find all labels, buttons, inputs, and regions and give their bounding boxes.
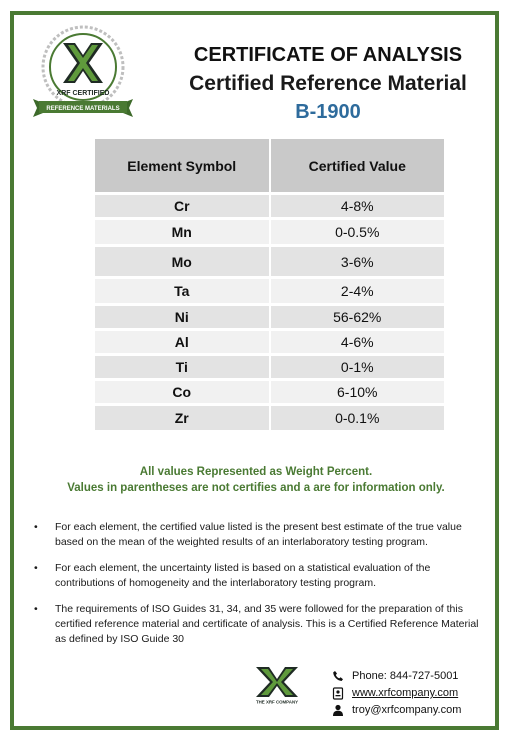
bullet-marker: •	[34, 562, 38, 574]
seal-brand-text: XRF CERTIFIED	[56, 90, 110, 97]
certified-value-cell: 0-1%	[270, 355, 445, 380]
website-row	[330, 685, 461, 702]
bullet-marker: •	[34, 603, 38, 615]
column-header-certified-value: Certified Value	[270, 139, 445, 194]
certified-value-cell: 4-8%	[270, 194, 445, 219]
element-symbol-cell: Ni	[95, 305, 270, 330]
phone-text: Phone: 844-727-5001	[352, 670, 459, 682]
certified-value-cell: 0-0.1%	[270, 405, 445, 430]
certified-value-cell: 3-6%	[270, 246, 445, 278]
bullet-text: For each element, the certified value listed is the present best estimate of the true value based on the mean of the weighted results of an interlaboratory testing program.	[55, 521, 462, 548]
footer-logo-caption: THE XRF COMPANY	[255, 699, 299, 705]
list-item	[30, 561, 482, 591]
certified-value-cell: 6-10%	[270, 380, 445, 405]
xrf-company-logo	[252, 665, 302, 705]
list-item	[30, 602, 482, 647]
website-link[interactable]: www.xrfcompany.com	[352, 687, 459, 699]
table-row	[95, 219, 444, 246]
table-row	[95, 246, 444, 278]
certificate-subtitle: Certified Reference Material	[189, 72, 467, 95]
xrf-company-footer-logo	[252, 665, 302, 705]
element-symbol-cell: Co	[95, 380, 270, 405]
certificate-title: CERTIFICATE OF ANALYSIS	[193, 44, 463, 66]
table-row	[95, 278, 444, 305]
table-row	[95, 380, 444, 405]
certified-value-cell: 56-62%	[270, 305, 445, 330]
element-symbol-cell: Cr	[95, 194, 270, 219]
certified-value-cell: 4-6%	[270, 330, 445, 355]
note-line-parentheses: Values in parentheses are not certifies and a are for information only.	[67, 482, 445, 494]
email-row	[330, 702, 461, 719]
material-code: B-1900	[295, 101, 361, 123]
table-row	[95, 355, 444, 380]
element-symbol-cell: Ta	[95, 278, 270, 305]
bullet-text: The requirements of ISO Guides 31, 34, and 35 were followed for the preparation of this certified reference material and certificate of analysis. This is a Certified Reference Material as defined by ISO Guide 30	[55, 603, 479, 645]
certified-value-cell: 2-4%	[270, 278, 445, 305]
seal-ribbon-text: REFERENCE MATERIALS	[46, 106, 120, 112]
element-symbol-cell: Mn	[95, 219, 270, 246]
certified-values-table	[95, 139, 444, 430]
table-header-row	[95, 139, 444, 194]
table-row	[95, 305, 444, 330]
phone-icon	[332, 670, 344, 682]
element-symbol-cell: Al	[95, 330, 270, 355]
bullet-text: For each element, the uncertainty listed is based on a statistical evaluation of the contributions of homogeneity and the interlaboratory testing program.	[55, 562, 431, 589]
list-item	[30, 520, 482, 550]
weight-percent-notes	[30, 464, 482, 496]
email-text: troy@xrfcompany.com	[352, 704, 462, 716]
certified-value-cell: 0-0.5%	[270, 219, 445, 246]
table-row	[95, 194, 444, 219]
web-icon	[332, 687, 344, 700]
xrf-certified-seal	[27, 25, 139, 123]
element-symbol-cell: Zr	[95, 405, 270, 430]
certification-notes-list	[30, 520, 482, 658]
note-line-weight-percent: All values Represented as Weight Percent.	[139, 466, 373, 478]
table-row	[95, 405, 444, 430]
bullet-marker: •	[34, 521, 38, 533]
element-symbol-cell: Ti	[95, 355, 270, 380]
person-icon	[332, 704, 344, 717]
contact-info	[330, 668, 461, 719]
column-header-element-symbol: Element Symbol	[95, 139, 270, 194]
element-symbol-cell: Mo	[95, 246, 270, 278]
phone-row	[330, 668, 461, 685]
table-row	[95, 330, 444, 355]
xrf-seal-logo	[27, 25, 139, 123]
